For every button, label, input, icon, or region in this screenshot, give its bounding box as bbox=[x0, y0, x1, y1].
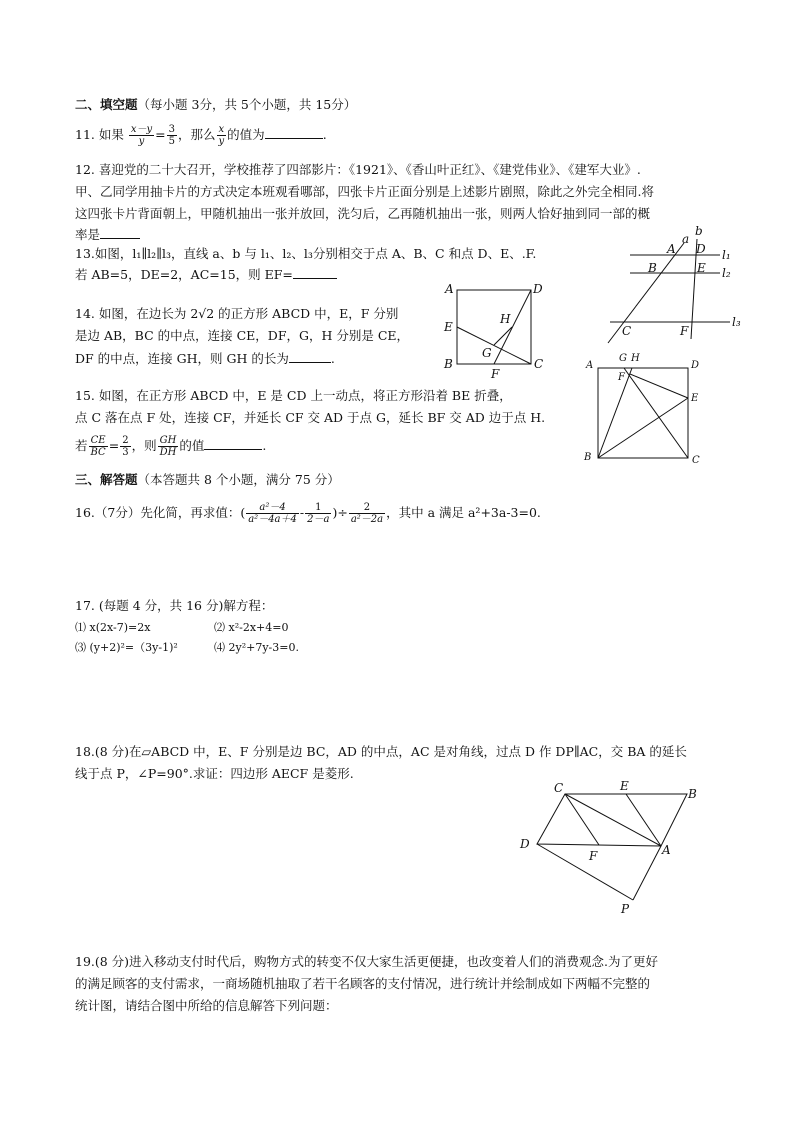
q19-line-2: 的满足顾客的支付需求，一商场随机抽取了若干名顾客的支付情况，进行统计并绘制成如下两幅不完整的 bbox=[75, 976, 651, 991]
q16-post: ，其中 a 满足 a²+3a-3=0. bbox=[386, 505, 541, 520]
figure-q15 bbox=[580, 348, 710, 468]
label-G: G bbox=[482, 346, 492, 360]
label-F: F bbox=[618, 372, 625, 383]
label-A: A bbox=[445, 282, 454, 296]
q14-line-3-text: DF 的中点，连接 GH，则 GH 的长为 bbox=[75, 351, 289, 366]
section-2-header bbox=[75, 97, 356, 113]
label-B: B bbox=[688, 787, 697, 801]
label-B: B bbox=[648, 261, 657, 275]
q16-minus: - bbox=[299, 505, 305, 520]
label-B: B bbox=[584, 452, 592, 463]
label-A: A bbox=[662, 843, 671, 857]
segment-CE bbox=[457, 327, 531, 364]
label-P: P bbox=[621, 902, 630, 916]
q15-equals: = bbox=[108, 438, 120, 453]
q18-line-2: 线于点 P，∠P=90°.求证：四边形 AECF 是菱形. bbox=[75, 766, 354, 781]
section-3-title: 三、解答题 bbox=[75, 472, 138, 487]
label-D: D bbox=[520, 837, 530, 851]
label-l1: l₁ bbox=[722, 248, 731, 262]
label-F: F bbox=[589, 849, 598, 863]
q17-title: 17. (每题 4 分，共 16 分)解方程： bbox=[75, 598, 274, 613]
segment-AC bbox=[565, 794, 661, 846]
q15-then: ，则 bbox=[131, 438, 157, 453]
square-ABCD bbox=[598, 368, 688, 458]
label-E: E bbox=[697, 261, 706, 275]
q16-fraction-2: $\frac{1}{2-a}$ bbox=[307, 502, 330, 525]
label-H: H bbox=[500, 312, 511, 326]
figure-q14 bbox=[440, 280, 550, 385]
line-a bbox=[608, 243, 684, 343]
q13-line-1: 13.如图，l₁∥l₂∥l₃，直线 a、b 与 l₁、l₂、l₃分别相交于点 A、B、C 和点 D、E、.F. bbox=[75, 246, 537, 261]
q11-answer-blank[interactable] bbox=[265, 126, 323, 139]
segment-FE bbox=[630, 374, 688, 398]
label-D: D bbox=[696, 242, 706, 256]
question-11 bbox=[75, 122, 327, 148]
q14-line-2: 是边 AB，BC 的中点，连接 CE，DF，G，H 分别是 CE， bbox=[75, 328, 410, 343]
q13-line-2-text: 若 AB=5，DE=2，AC=15，则 EF= bbox=[75, 267, 293, 282]
q15-fraction-3: $\frac{GH}{DH}$ bbox=[159, 435, 177, 458]
q12-line-4-text: 率是 bbox=[75, 227, 101, 242]
segment-CG bbox=[624, 368, 688, 458]
q15-fraction-2: $\frac{2}{3}$ bbox=[122, 435, 129, 458]
q19-line-3: 统计图，请结合图中所给的信息解答下列问题： bbox=[75, 998, 338, 1013]
q15-line-3 bbox=[75, 432, 266, 460]
segment-DF bbox=[494, 290, 531, 364]
label-D: D bbox=[533, 282, 543, 296]
q14-answer-blank[interactable] bbox=[289, 350, 331, 363]
segment-GH bbox=[494, 327, 512, 345]
label-C: C bbox=[554, 781, 564, 795]
q11-fraction-1: $\frac{x-y}{y}$ bbox=[130, 124, 153, 147]
section-3-note: （本答题共 8 个小题，满分 75 分） bbox=[137, 472, 340, 487]
q12-line-3: 这四张卡片背面朝上，甲随机抽出一张并放回，洗匀后，乙再随机抽出一张，则两人恰好抽到同一部的概 bbox=[75, 206, 651, 221]
label-A: A bbox=[586, 360, 594, 371]
q11-post: 的值为 bbox=[227, 127, 265, 142]
label-F: F bbox=[491, 367, 500, 381]
segment-AP bbox=[633, 846, 661, 900]
q16-divide: )÷ bbox=[332, 505, 348, 520]
q13-answer-blank[interactable] bbox=[293, 266, 337, 279]
q17-part-1: ⑴ x(2x-7)=2x bbox=[75, 621, 151, 634]
q18-line-1: 18.(8 分)在▱ABCD 中，E、F 分别是边 BC，AD 的中点，AC 是对角线，过点 D 作 DP∥AC，交 BA 的延长 bbox=[75, 744, 687, 759]
segment-CF bbox=[565, 794, 599, 845]
q11-equals: = bbox=[155, 127, 166, 142]
label-B: B bbox=[444, 357, 453, 371]
q11-fraction-3: $\frac{x}{y}$ bbox=[218, 124, 225, 147]
q11-end: . bbox=[322, 127, 327, 142]
q17-part-2: ⑵ x²-2x+4=0 bbox=[214, 621, 289, 634]
label-D: D bbox=[691, 360, 700, 371]
q14-line-1: 14. 如图，在边长为 2√2 的正方形 ABCD 中，E，F 分别 bbox=[75, 306, 399, 321]
q14-end: . bbox=[330, 351, 335, 366]
label-C: C bbox=[692, 455, 700, 466]
q15-if: 若 bbox=[75, 438, 88, 453]
q16-fraction-3: $\frac{2}{\text{a²－2a}}$ bbox=[350, 502, 384, 525]
q12-line-1: 12. 喜迎党的二十大召开，学校推荐了四部影片：《1921》、《香山叶正红》、《建党伟业》、《建军大业》. bbox=[75, 162, 641, 177]
segment-AE bbox=[626, 794, 661, 846]
q15-line-1: 15. 如图，在正方形 ABCD 中，E 是 CD 上一动点，将正方形沿着 BE 折叠， bbox=[75, 388, 512, 403]
segment-DP bbox=[537, 844, 633, 900]
label-l2: l₂ bbox=[722, 266, 731, 280]
label-G: G bbox=[619, 353, 627, 364]
q12-answer-blank[interactable] bbox=[100, 226, 140, 239]
q15-end: . bbox=[262, 438, 267, 453]
q15-answer-blank[interactable] bbox=[204, 437, 262, 450]
q15-post: 的值 bbox=[179, 438, 205, 453]
q11-mid: ，那么 bbox=[178, 127, 216, 142]
figure-q18 bbox=[515, 780, 705, 920]
q17-part-3: ⑶ (y+2)²=（3y-1)² bbox=[75, 641, 178, 654]
label-a: a bbox=[682, 232, 690, 246]
square-ABCD bbox=[457, 290, 531, 364]
label-C: C bbox=[534, 357, 544, 371]
q12-line-2: 甲、乙同学用抽卡片的方式决定本班观看哪部，四张卡片正面分别是上述影片剧照，除此之外完全相同.将 bbox=[75, 184, 654, 199]
label-E: E bbox=[691, 393, 699, 404]
label-b: b bbox=[695, 224, 703, 238]
label-C: C bbox=[622, 324, 632, 338]
label-H: H bbox=[631, 353, 640, 364]
q12-line-4 bbox=[75, 226, 140, 243]
q16-prefix: 16.（7分）先化简，再求值：( bbox=[75, 505, 246, 520]
label-A: A bbox=[667, 242, 676, 256]
q11-fraction-2: $\frac{3}{5}$ bbox=[168, 124, 175, 147]
q11-prefix: 11. 如果 bbox=[75, 127, 124, 142]
question-16 bbox=[75, 498, 541, 528]
q13-line-2 bbox=[75, 266, 337, 283]
segment-BH bbox=[598, 368, 632, 458]
label-l3: l₃ bbox=[732, 315, 741, 329]
label-E: E bbox=[620, 779, 629, 793]
section-2-note: （每小题 3分，共 5个小题，共 15分） bbox=[137, 97, 357, 112]
label-F: F bbox=[680, 324, 689, 338]
figure-q13 bbox=[600, 225, 760, 350]
section-2-title: 二、填空题 bbox=[75, 97, 138, 112]
label-E: E bbox=[444, 320, 453, 334]
q15-fraction-1: $\frac{CE}{BC}$ bbox=[90, 435, 106, 458]
section-3-header bbox=[75, 472, 340, 488]
q16-fraction-1: $\frac{\text{a²－4}}{\text{a²－4a＋4}}$ bbox=[248, 502, 297, 525]
q19-line-1: 19.(8 分)进入移动支付时代后，购物方式的转变不仅大家生活更便捷，也改变着人们的消费观念.为了更好 bbox=[75, 954, 659, 969]
q14-line-3 bbox=[75, 350, 335, 367]
q17-part-4: ⑷ 2y²+7y-3=0. bbox=[214, 641, 299, 654]
q15-line-2: 点 C 落在点 F 处，连接 CF，并延长 CF 交 AD 于点 G，延长 BF 交 AD 边于点 H. bbox=[75, 410, 546, 425]
segment-BE bbox=[598, 398, 688, 458]
